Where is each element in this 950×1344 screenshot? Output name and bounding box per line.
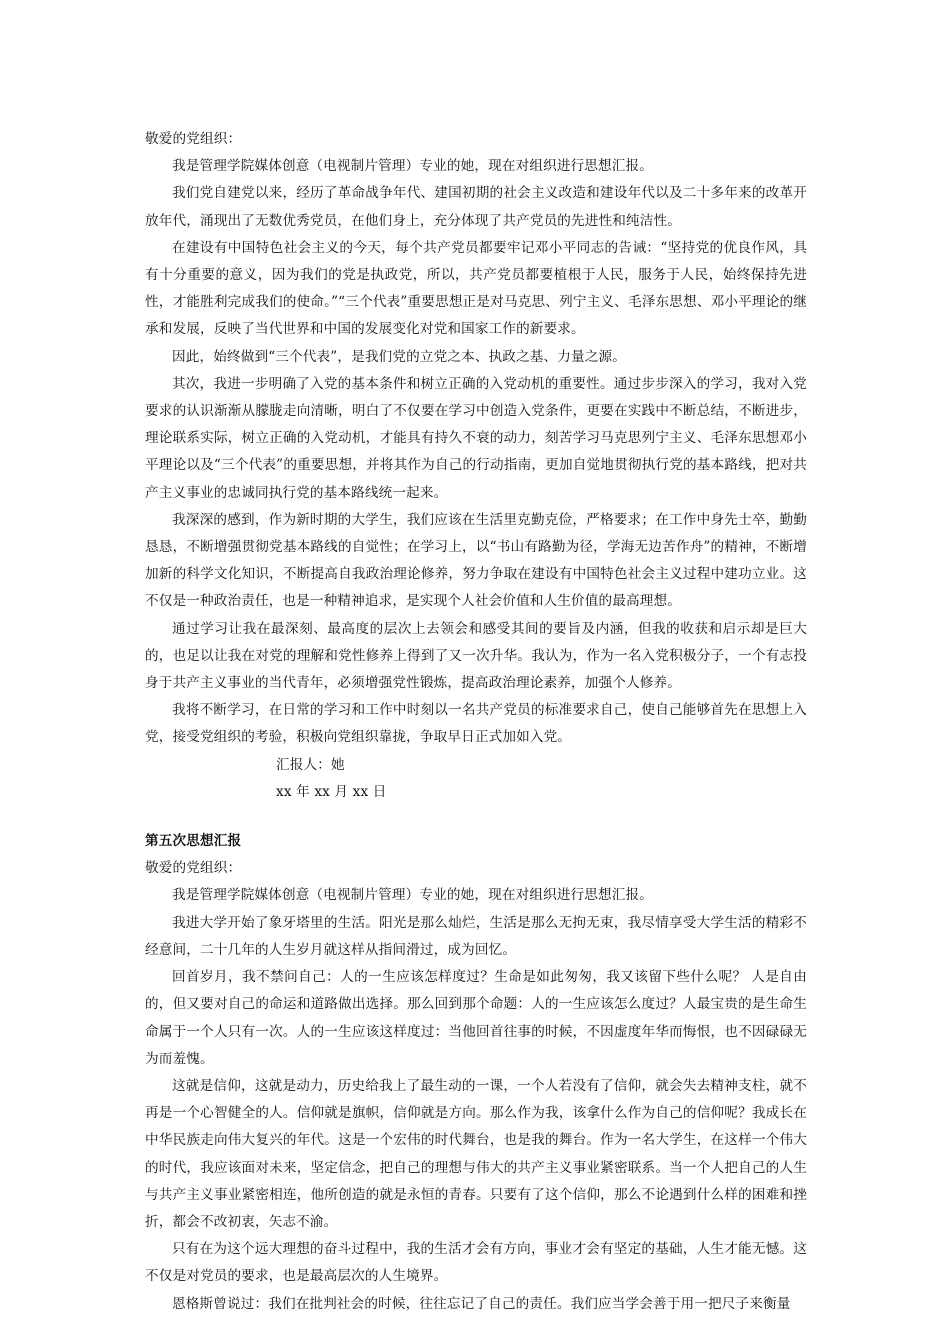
paragraph: 我将不断学习，在日常的学习和工作中时刻以一名共产党员的标准要求自己，使自己能够首先在思想上入党，接受党组织的考验，积极向党组织靠拢，争取早日正式加如入党。 — [145, 702, 807, 746]
paragraph: 回首岁月，我不禁问自己：人的一生应该怎样度过？生命是如此匆匆，我又该留下些什么呢？ 人是自由的，但又要对自己的命运和道路做出选择。那么回到那个命题：人的一生应该怎么度过？人最宝贵的是生命生命属于一个人只有一次。人的一生应该这样度过：当他回首往事的时候，不因虚度年华而悔恨，也不因碌碌无为而羞愧。 — [145, 969, 807, 1067]
paragraph: 因此，始终做到“三个代表”，是我们党的立党之本、执政之基、力量之源。 — [172, 348, 626, 365]
paragraph: 我进大学开始了象牙塔里的生活。阳光是那么灿烂，生活是那么无拘无束，我尽情享受大学生活的精彩不经意间，二十几年的人生岁月就这样从指间滑过，成为回忆。 — [145, 914, 807, 958]
signature: 汇报人：她 — [276, 756, 345, 773]
report-date: xx 年 xx 月 xx 日 — [276, 783, 387, 800]
paragraph: 通过学习让我在最深刻、最高度的层次上去领会和感受其间的要旨及内涵，但我的收获和启示却是巨大的，也足以让我在对党的理解和党性修养上得到了又一次升华。我认为，作为一名入党积极分子，一个有志投身于共产主义事业的当代青年，必须增强党性锻炼，提高政治理论素养，加强个人修养。 — [145, 620, 807, 692]
paragraph: 恩格斯曾说过：我们在批判社会的时候，往往忘记了自己的责任。我们应当学会善于用一把尺子来衡量 — [172, 1295, 791, 1312]
document-page — [145, 126, 807, 1318]
paragraph: 我们党自建党以来，经历了革命战争年代、建国初期的社会主义改造和建设年代以及二十多年来的改革开放年代，涌现出了无数优秀党员，在他们身上，充分体现了共产党员的先进性和纯洁性。 — [145, 185, 807, 229]
paragraph: 我是管理学院媒体创意（电视制片管理）专业的她，现在对组织进行思想汇报。 — [172, 158, 654, 175]
paragraph: 这就是信仰，这就是动力，历史给我上了最生动的一课，一个人若没有了信仰，就会失去精神支柱，就不再是一个心智健全的人。信仰就是旗帜，信仰就是方向。那么作为我，该拿什么作为自己的信仰呢？我成长在中华民族走向伟大复兴的年代。这是一个宏伟的时代舞台，也是我的舞台。作为一名大学生，在这样一个伟大的时代，我应该面对未来，坚定信念，把自己的理想与伟大的共产主义事业紧密联系。当一个人把自己的人生与共产主义事业紧密相连，他所创造的就是永恒的青春。只要有了这个信仰，那么不论遇到什么样的困难和挫折，都会不改初衷，矢志不渝。 — [145, 1077, 807, 1230]
salutation: 敬爱的党组织： — [145, 131, 242, 147]
paragraph: 只有在为这个远大理想的奋斗过程中，我的生活才会有方向，事业才会有坚定的基础，人生才能无憾。这不仅是对党员的要求，也是最高层次的人生境界。 — [145, 1241, 807, 1285]
paragraph: 我深深的感到，作为新时期的大学生，我们应该在生活里克勤克俭，严格要求；在工作中身先士卒，勤勤恳恳，不断增强贯彻党基本路线的自觉性；在学习上，以“书山有路勤为径，学海无边苦作舟”的精神，不断增加新的科学文化知识，不断提高自我政治理论修养，努力争取在建设有中国特色社会主义过程中建功立业。这不仅是一种政治责任，也是一种精神追求，是实现个人社会价值和人生价值的最高理想。 — [145, 511, 807, 610]
paragraph: 我是管理学院媒体创意（电视制片管理）专业的她，现在对组织进行思想汇报。 — [172, 887, 654, 904]
paragraph: 在建设有中国特色社会主义的今天，每个共产党员都要牢记邓小平同志的告诫：“坚持党的优良作风，具有十分重要的意义，因为我们的党是执政党，所以，共产党员都要植根于人民，服务于人民，始终保持先进性，才能胜利完成我们的使命。”“三个代表”重要思想正是对马克思、列宁主义、毛泽东思想、邓小平理论的继承和发展，反映了当代世界和中国的发展变化对党和国家工作的新要求。 — [145, 239, 807, 338]
section-title: 第五次思想汇报 — [145, 833, 242, 850]
salutation: 敬爱的党组织： — [145, 860, 242, 877]
paragraph: 其次，我进一步明确了入党的基本条件和树立正确的入党动机的重要性。通过步步深入的学习，我对入党要求的认识渐渐从朦胧走向清晰，明白了不仅要在学习中创造入党条件，更要在实践中不断总结，不断进步，理论联系实际，树立正确的入党动机，才能具有持久不衰的动力，刻苦学习马克思列宁主义、毛泽东思想邓小平理论以及“三个代表”的重要思想，并将其作为自己的行动指南，更加自觉地贯彻执行党的基本路线，把对共产主义事业的忠诚同执行党的基本路线统一起来。 — [145, 375, 807, 501]
